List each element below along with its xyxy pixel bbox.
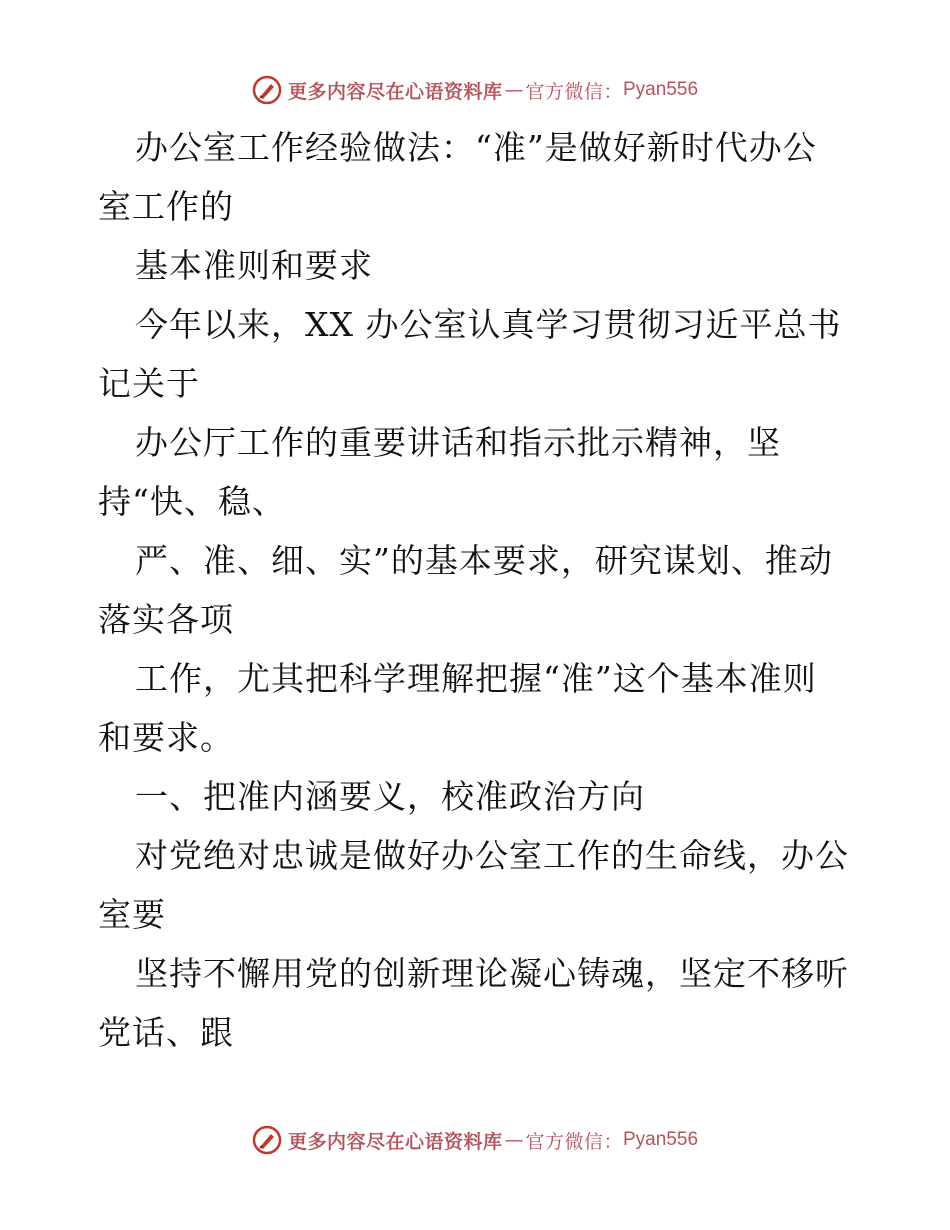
watermark-brand: 更多内容尽在心语资料库 <box>287 80 503 103</box>
pen-logo-icon <box>252 75 282 105</box>
text-line: 办公厅工作的重要讲话和指示批示精神，坚 <box>135 423 781 462</box>
watermark-brand: 更多内容尽在心语资料库 <box>287 1130 503 1153</box>
watermark-account: Pyan556 <box>623 1129 699 1150</box>
text-line: 记关于 <box>98 364 200 403</box>
text-line: 基本准则和要求 <box>135 246 373 285</box>
pen-logo-icon <box>252 1125 282 1155</box>
watermark-wechat-label: 官方微信： <box>525 1130 623 1153</box>
text-line: 持“快、稳、 <box>98 482 286 521</box>
text-line: 严、准、细、实”的基本要求，研究谋划、推动 <box>135 541 833 580</box>
text-line: 和要求。 <box>98 718 234 757</box>
watermark-separator: — <box>504 79 524 101</box>
text-line: 坚持不懈用党的创新理论凝心铸魂，坚定不移听 <box>135 954 849 993</box>
text-line: 室工作的 <box>98 187 234 226</box>
text-line: 一、把准内涵要义，校准政治方向 <box>135 777 645 816</box>
text-line: 落实各项 <box>98 600 234 639</box>
watermark-separator: — <box>504 1129 524 1151</box>
text-line: 党话、跟 <box>98 1013 234 1052</box>
watermark-wechat-label: 官方微信： <box>525 80 623 103</box>
watermark-account: Pyan556 <box>623 79 699 100</box>
header-watermark <box>0 70 950 110</box>
text-line: 办公室工作经验做法：“准”是做好新时代办公 <box>135 128 817 167</box>
text-line: 今年以来，XX 办公室认真学习贯彻习近平总书 <box>135 305 842 344</box>
footer-watermark <box>0 1120 950 1160</box>
text-line: 工作，尤其把科学理解把握“准”这个基本准则 <box>135 659 817 698</box>
document-body <box>98 118 858 1062</box>
text-line: 室要 <box>98 895 166 934</box>
text-line: 对党绝对忠诚是做好办公室工作的生命线，办公 <box>135 836 849 875</box>
